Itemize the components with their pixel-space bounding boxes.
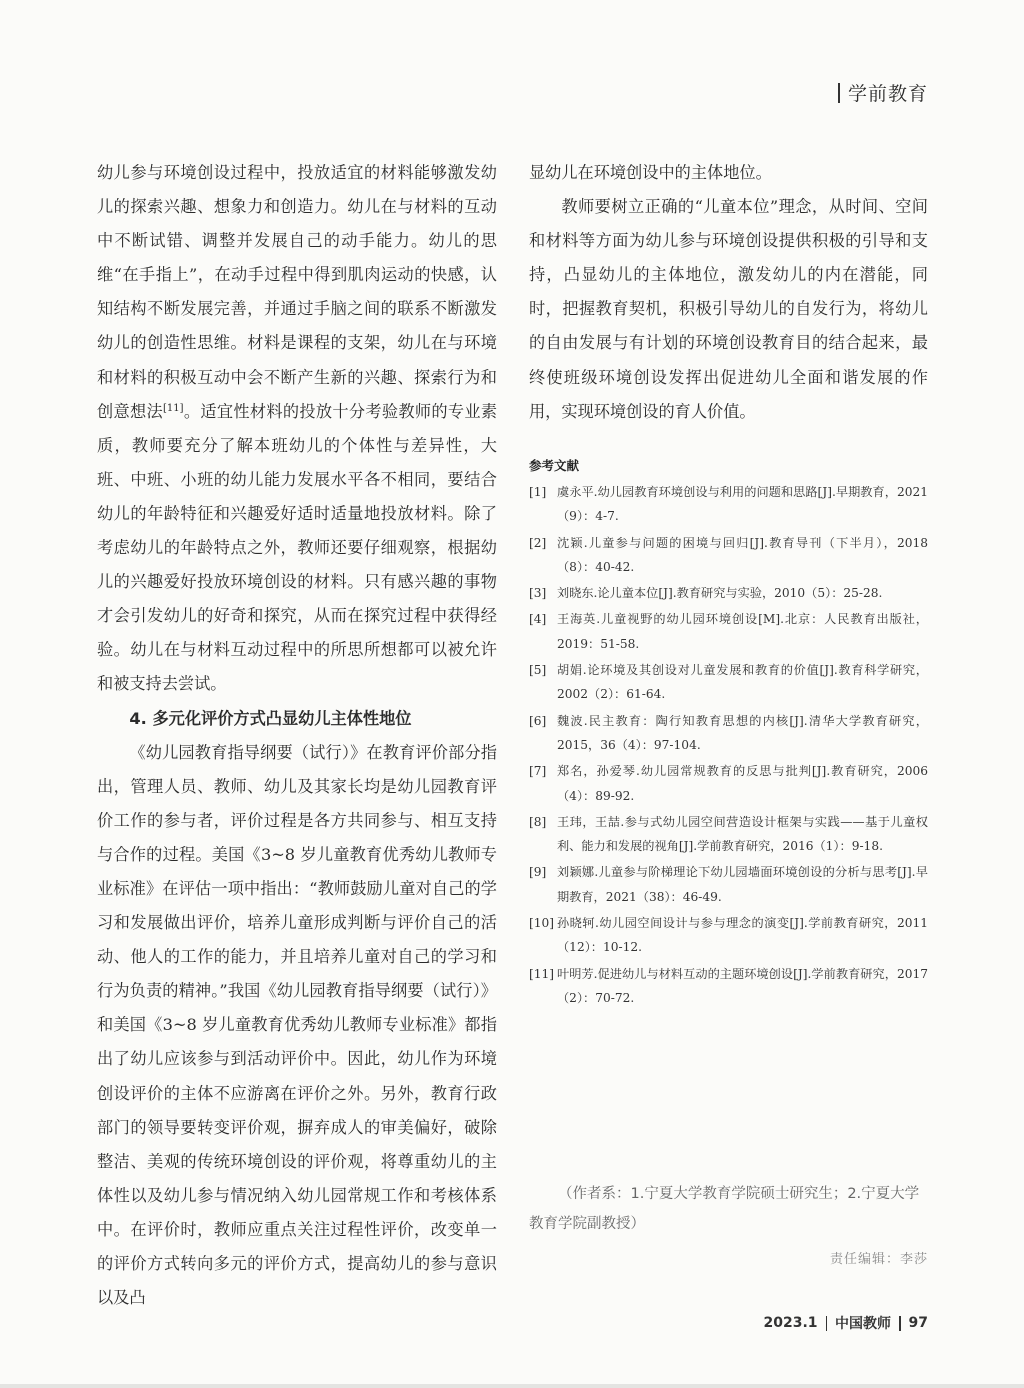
reference-number: [3] bbox=[529, 586, 547, 601]
reference-item bbox=[529, 810, 928, 859]
reference-item bbox=[529, 962, 928, 1011]
section-header bbox=[838, 79, 928, 106]
reference-item bbox=[529, 759, 928, 808]
reference-text: 叶明芳.促进幼儿与材料互动的主题环境创设[J].学前教育研究，2017（2）：70-72. bbox=[557, 966, 928, 1005]
reference-number: [10] bbox=[529, 916, 555, 931]
bottom-edge bbox=[0, 1384, 1024, 1388]
reference-text: 刘颖娜.儿童参与阶梯理论下幼儿园墙面环境创设的分析与思考[J].早期教育，2021（38）：46-49. bbox=[557, 865, 928, 904]
issue-number: 2023.1 bbox=[763, 1315, 818, 1331]
reference-number: [6] bbox=[529, 713, 547, 728]
reference-item bbox=[529, 860, 928, 909]
reference-text: 郑名，孙爱琴.幼儿园常规教育的反思与批判[J].教育研究，2006（4）：89-92. bbox=[557, 764, 928, 803]
left-column bbox=[97, 156, 497, 1315]
reference-number: [8] bbox=[529, 814, 547, 829]
citation-11[interactable]: [11] bbox=[163, 402, 184, 414]
references-list bbox=[529, 480, 928, 1012]
reference-item bbox=[529, 658, 928, 707]
reference-text: 胡娟.论环境及其创设对儿童发展和教育的价值[J].教育科学研究，2002（2）：61-64. bbox=[557, 663, 928, 702]
reference-text: 王玮，王喆.参与式幼儿园空间营造设计框架与实践——基于儿童权利、能力和发展的视角[J].学前教育研究，2016（1）：9-18. bbox=[557, 814, 928, 854]
page-footer bbox=[763, 1313, 928, 1333]
footer-divider bbox=[826, 1316, 828, 1331]
right-paragraph-1: 显幼儿在环境创设中的主体地位。 bbox=[529, 163, 772, 182]
author-note: （作者系：1.宁夏大学教育学院硕士研究生；2.宁夏大学教育学院副教授） bbox=[529, 1186, 920, 1232]
right-column bbox=[529, 156, 928, 429]
reference-number: [9] bbox=[529, 865, 547, 880]
reference-number: [11] bbox=[529, 966, 555, 981]
reference-text: 王海英.儿童视野的幼儿园环境创设[M].北京：人民教育出版社，2019：51-58. bbox=[557, 612, 928, 651]
reference-text: 虞永平.幼儿园教育环境创设与利用的问题和思路[J].早期教育，2021（9）：4-7. bbox=[557, 485, 928, 524]
editor-credit: 责任编辑：李莎 bbox=[829, 1252, 928, 1267]
reference-item bbox=[529, 581, 928, 605]
reference-number: [1] bbox=[529, 485, 547, 499]
section-heading: 4. 多元化评价方式凸显幼儿主体性地位 bbox=[129, 708, 412, 728]
references-title: 参考文献 bbox=[529, 458, 580, 473]
left-paragraph-2: 《幼儿园教育指导纲要（试行）》在教育评价部分指出，管理人员、教师、幼儿及其家长均是幼儿园教育评价工作的参与者，评价过程是各方共同参与、相互支持与合作的过程。美国《3~8 岁儿童教育优秀幼儿教师专业标准》在评估一项中指出：“教师鼓励儿童对自己的学习和发展做出评价，培养儿童形成判断与评价自己的活动、他人的工作的能力，并且培养儿童对自己的学习和行为负责的精神。”我国《幼儿园教育指导纲要（试行）》和美国《3~8 岁儿童教育优秀幼儿教师专业标准》都指出了幼儿应该参与到活动评价中。因此，幼儿作为环境创设评价的主体不应游离在评价之外。另外，教育行政部门的领导要转变评价观，摒弃成人的审美偏好，破除整洁、美观的传统环境创设的评价观，将尊重幼儿的主体性以及幼儿参与情况纳入幼儿园常规工作和考核体系中。在评价时，教师应重点关注过程性评价，改变单一的评价方式转向多元的评价方式，提高幼儿的参与意识以及凸 bbox=[97, 742, 497, 1308]
reference-item bbox=[529, 709, 928, 758]
reference-text: 刘晓东.论儿童本位[J].教育研究与实验，2010（5）：25-28. bbox=[557, 586, 883, 601]
reference-item bbox=[529, 607, 928, 656]
reference-text: 魏波.民主教育：陶行知教育思想的内核[J].清华大学教育研究，2015，36（4）：97-104. bbox=[557, 713, 928, 752]
page-number: 97 bbox=[908, 1315, 928, 1331]
reference-item bbox=[529, 911, 928, 960]
reference-number: [4] bbox=[529, 612, 547, 627]
left-para1-text: 幼儿参与环境创设过程中，投放适宜的材料能够激发幼儿的探索兴趣、想象力和创造力。幼儿在与材料的互动中不断试错、调整并发展自己的动手能力。幼儿的思维“在手指上”，在动手过程中得到肌肉运动的快感，认知结构不断发展完善，并通过手脑之间的联系不断激发幼儿的创造性思维。材料是课程的支架，幼儿在与环境和材料的积极互动中会不断产生新的兴趣、探索行为和创意想法 bbox=[97, 163, 497, 421]
left-paragraph-1 bbox=[97, 156, 497, 702]
reference-number: [7] bbox=[529, 764, 547, 779]
reference-number: [2] bbox=[529, 535, 547, 550]
footer-divider bbox=[899, 1316, 901, 1331]
reference-item bbox=[529, 480, 928, 529]
reference-number: [5] bbox=[529, 663, 547, 678]
reference-text: 孙晓轲.幼儿园空间设计与参与理念的演变[J].学前教育研究，2011（12）：10-12. bbox=[557, 916, 928, 955]
magazine-name: 中国教师 bbox=[835, 1316, 892, 1332]
section-title: 学前教育 bbox=[847, 83, 928, 105]
reference-item bbox=[529, 531, 928, 580]
right-paragraph-2: 教师要树立正确的“儿童本位”理念，从时间、空间和材料等方面为幼儿参与环境创设提供积极的引导和支持，凸显幼儿的主体地位，激发幼儿的内在潜能，同时，把握教育契机，积极引导幼儿的自发行为，将幼儿的自由发展与有计划的环境创设教育目的结合起来，最终使班级环境创设发挥出促进幼儿全面和谐发展的作用，实现环境创设的育人价值。 bbox=[529, 197, 928, 421]
reference-text: 沈颖.儿童参与问题的困境与回归[J].教育导刊（下半月），2018（8）：40-42. bbox=[557, 535, 928, 574]
header-divider bbox=[838, 83, 840, 103]
left-para1-tail: 。适宜性材料的投放十分考验教师的专业素质，教师要充分了解本班幼儿的个体性与差异性，大班、中班、小班的幼儿能力发展水平各不相同，要结合幼儿的年龄特征和兴趣爱好适时适量地投放材料。除了考虑幼儿的年龄特点之外，教师还要仔细观察，根据幼儿的兴趣爱好投放环境创设的材料。只有感兴趣的事物才会引发幼儿的好奇和探究，从而在探究过程中获得经验。幼儿在与材料互动过程中的所思所想都可以被允许和被支持去尝试。 bbox=[97, 401, 498, 694]
